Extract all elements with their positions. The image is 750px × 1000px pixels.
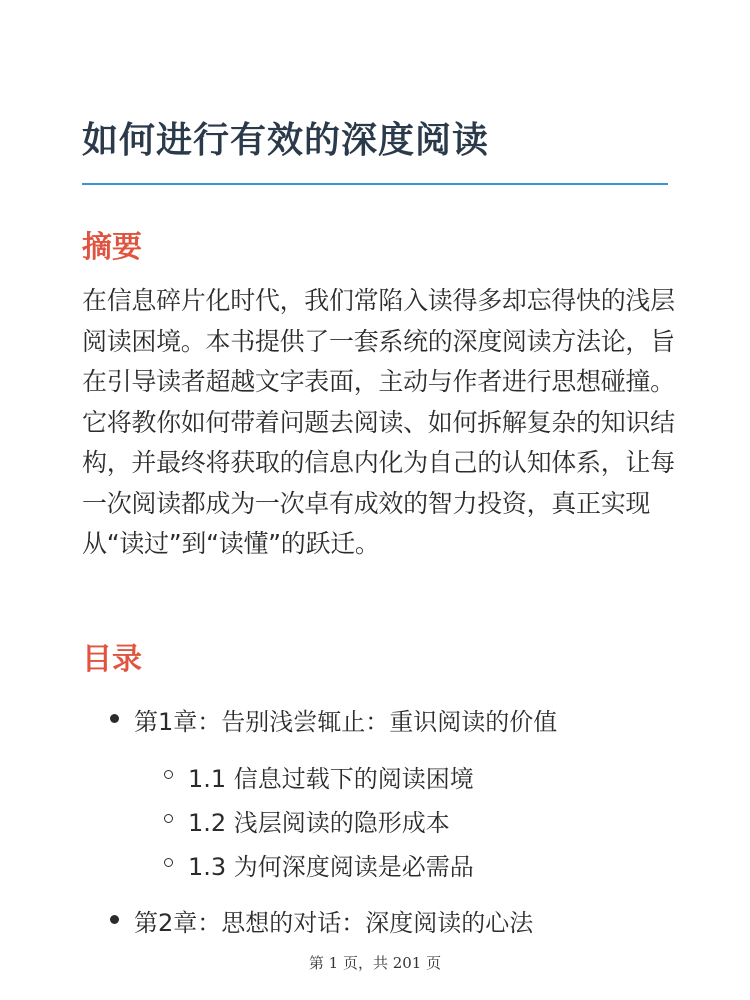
bullet-disc-icon — [110, 714, 119, 723]
toc-chapter-1[interactable] — [134, 702, 557, 737]
abstract-paragraph: 在信息碎片化时代，我们常陷入读得多却忘得快的浅层阅读困境。本书提供了一套系统的深度阅读方法论，旨在引导读者超越文字表面，主动与作者进行思想碰撞。它将教你如何带着问题去阅读、如何拆解复杂的知识结构，并最终将获取的信息内化为自己的认知体系，让每一次阅读都成为一次卓有成效的智力投资，真正实现从“读过”到“读懂”的跃迁。 — [82, 286, 675, 558]
toc-chapter-label: 第1章：告别浅尝辄止：重识阅读的价值 — [134, 708, 558, 736]
toc-section-label: 1.2 浅层阅读的隐形成本 — [188, 809, 450, 837]
bullet-circle-icon — [164, 770, 173, 779]
title-divider — [82, 183, 668, 185]
abstract-heading: 摘要 — [82, 230, 142, 265]
toc-chapter-label: 第2章：思想的对话：深度阅读的心法 — [134, 909, 534, 937]
toc-section-1-3[interactable] — [188, 847, 474, 882]
page-number-footer: 第 1 页，共 201 页 — [308, 954, 442, 972]
toc-section-label: 1.1 信息过载下的阅读困境 — [188, 765, 474, 793]
toc-section-1-1[interactable] — [188, 759, 474, 794]
bullet-circle-icon — [164, 858, 173, 867]
toc-heading: 目录 — [82, 642, 142, 677]
bullet-circle-icon — [164, 814, 173, 823]
page-title: 如何进行有效的深度阅读 — [82, 120, 490, 161]
toc-chapter-2[interactable] — [134, 903, 533, 938]
bullet-disc-icon — [110, 915, 119, 924]
toc-section-label: 1.3 为何深度阅读是必需品 — [188, 853, 474, 881]
toc-section-1-2[interactable] — [188, 803, 450, 838]
